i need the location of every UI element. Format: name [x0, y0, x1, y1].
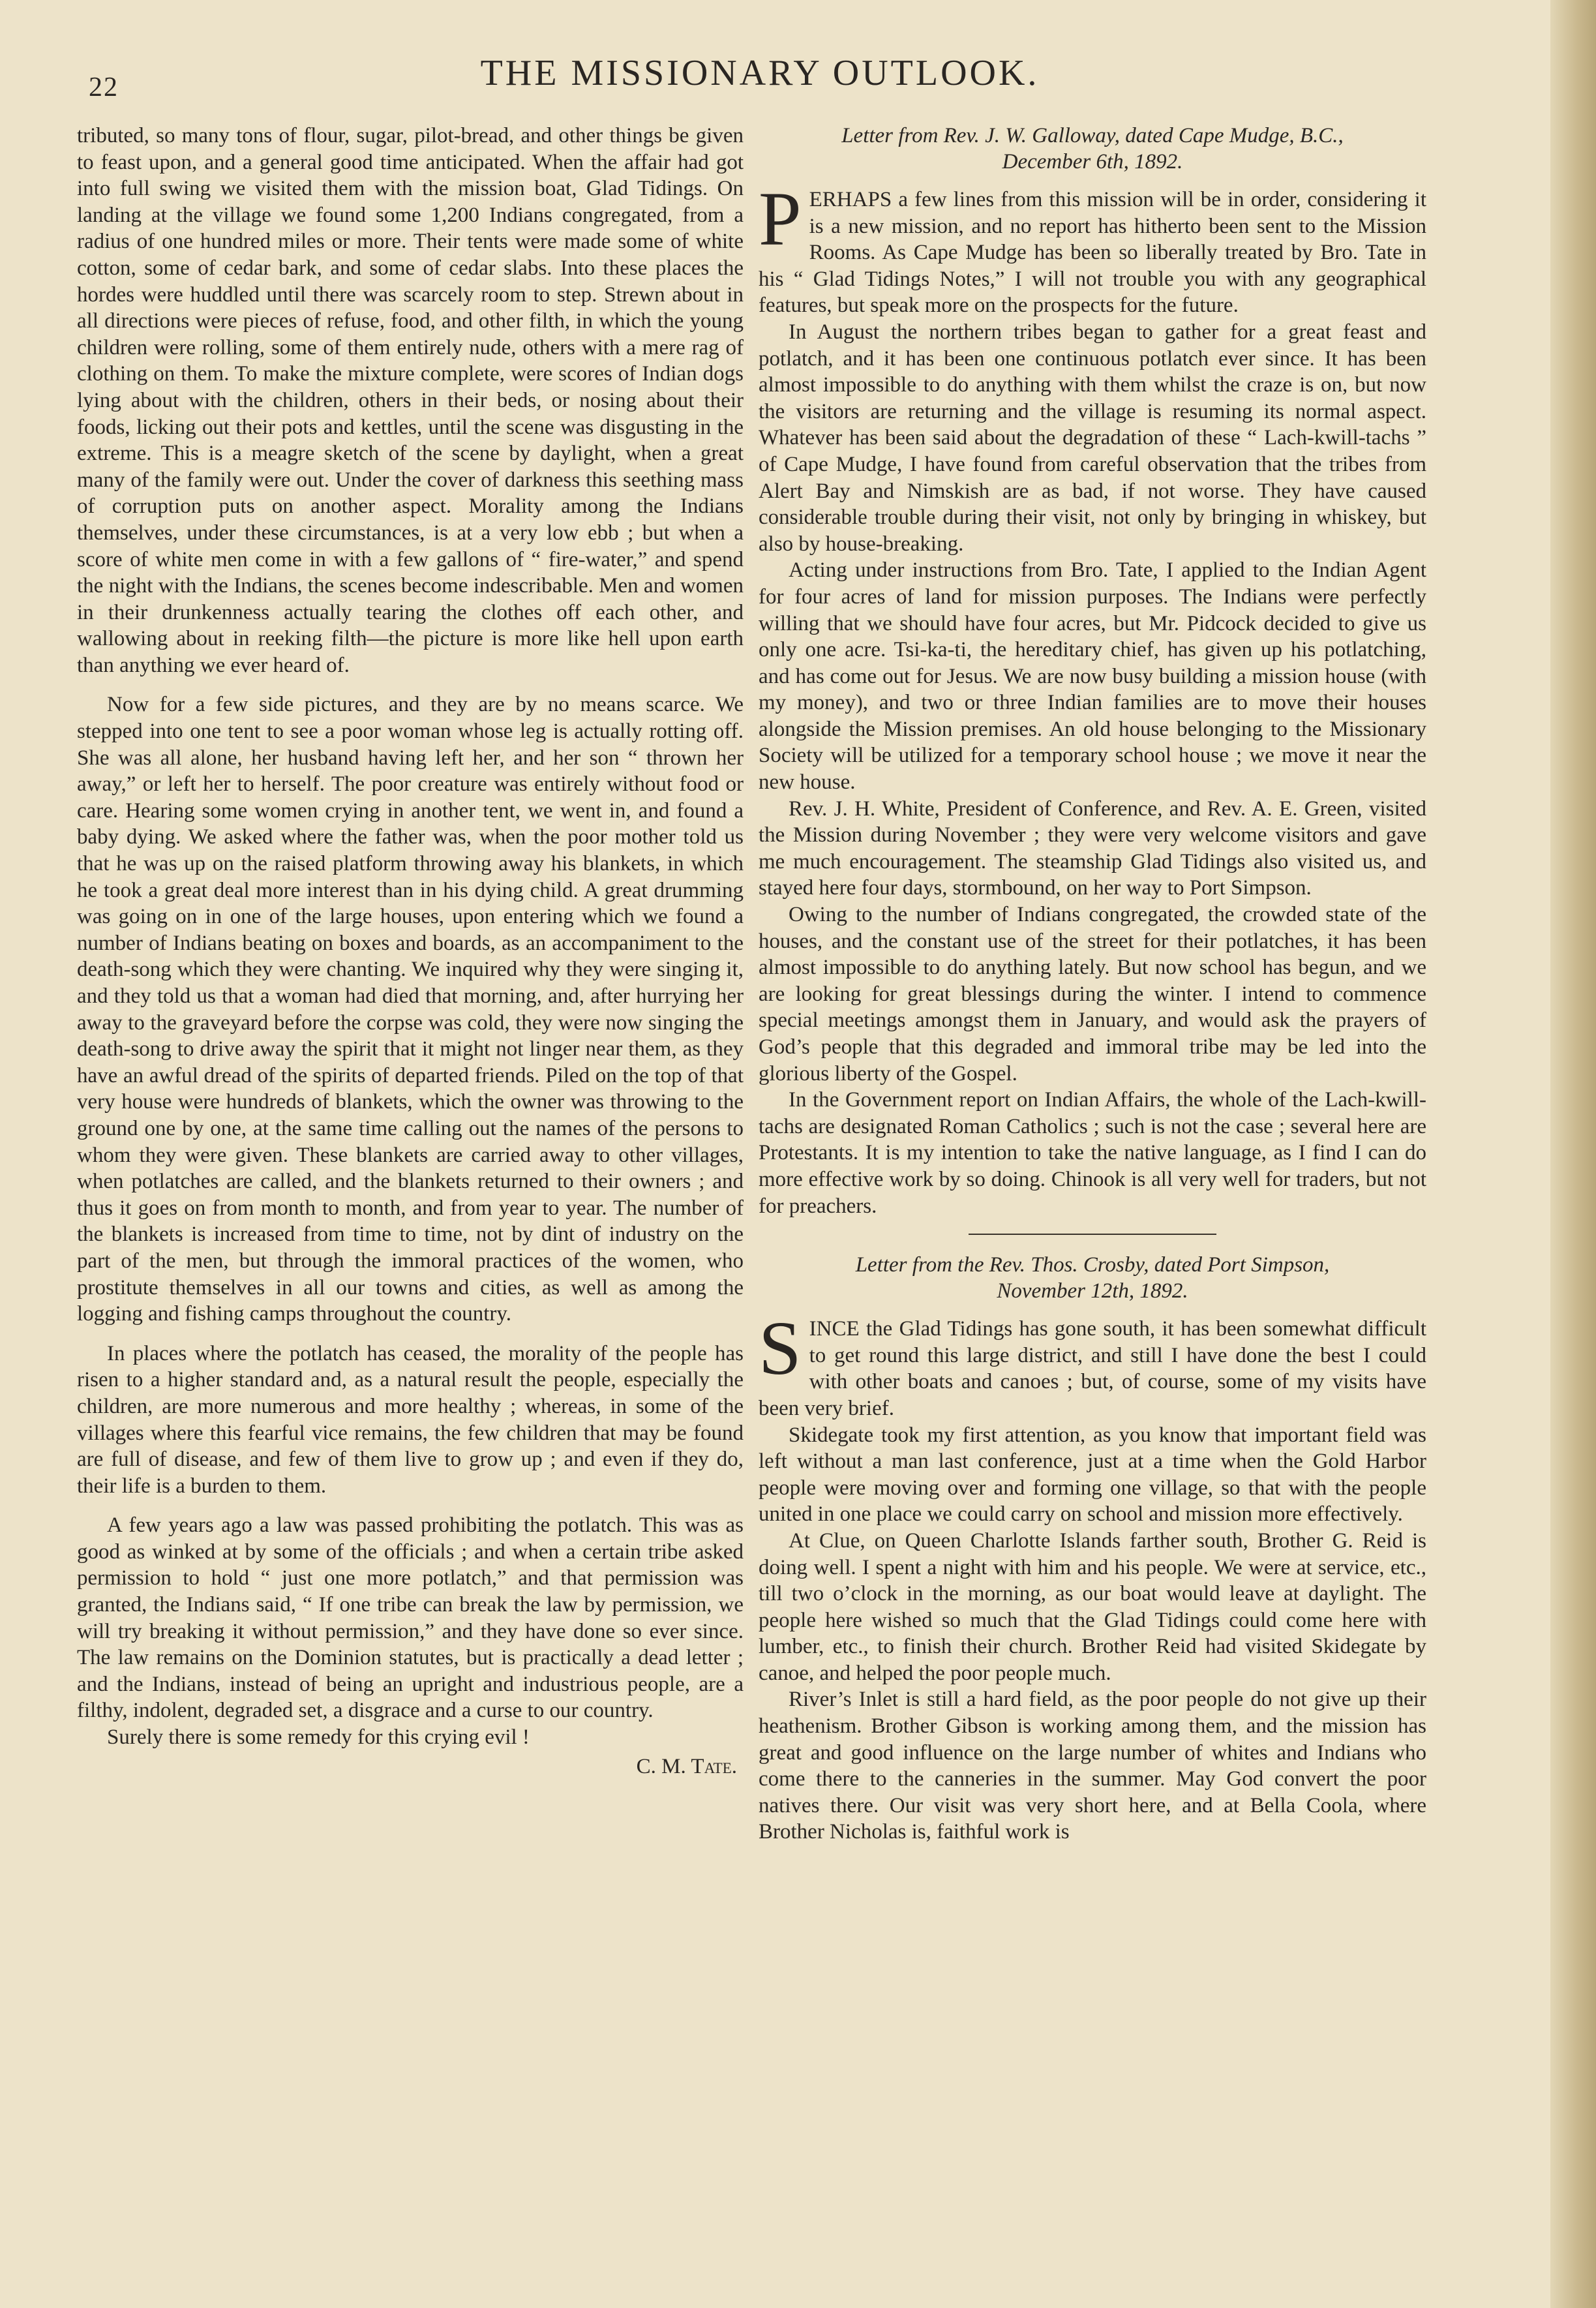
- page-number: 22: [89, 72, 119, 102]
- paragraph: River’s Inlet is still a hard field, as the poor people do not give up their heathenism. Brother Gibson is working among them, and the mission has great and good influence on the large number of whites and Indians who come there to the canneries in the summer. May God convert the poor natives there. Our visit was very short here, and at Bella Coola, where Brother Nicholas is, faithful work is: [759, 1688, 1426, 1844]
- signature: C. M. Tate.: [636, 1754, 737, 1778]
- letter-heading-line: Letter from Rev. J. W. Galloway, dated Cape Mudge, B.C.,: [841, 124, 1344, 147]
- paragraph: In August the northern tribes began to gather for a great feast and potlatch, and it has been one continuous potlatch ever since. It has been almost impossible to do anything with them whilst the craze is on, but now the visitors are returning and the village is resuming its normal aspect. Whatever has been said about the degradation of these “ Lach-kwill-tachs ” of Cape Mudge, I have found from careful observation that the tribes from Alert Bay and Nimskish are as bad, if not worse. They have caused considerable trouble during their visit, not only by bringing in whiskey, but also by house-breaking.: [759, 320, 1426, 556]
- letter-heading: [759, 123, 1426, 175]
- lead-text: ERHAPS a few lines from this mission will be in order, considering it is a new mission, and no report has hitherto been sent to the Mission Rooms. As Cape Mudge has been so liberally treated by Bro. Tate in his “ Glad Tidings Notes,” I will not trouble you with any geographical features, but speak more on the prospects for the future.: [759, 188, 1426, 318]
- letter-heading-line: Letter from the Rev. Thos. Crosby, dated Port Simpson,: [855, 1253, 1330, 1277]
- paragraph: Surely there is some remedy for this crying evil !: [107, 1725, 530, 1750]
- left-column: [77, 123, 744, 1780]
- section-divider: [969, 1234, 1216, 1235]
- running-title: THE MISSIONARY OUTLOOK.: [480, 53, 1040, 93]
- paragraph: Skidegate took my first attention, as you know that important field was left without a man last conference, just at a time when the Gold Harbor people were moving over and forming one village, so that with the people united in one place we could carry on school and mission more effectively.: [759, 1423, 1426, 1526]
- page-edge: [1550, 0, 1596, 2308]
- drop-cap: S: [759, 1305, 802, 1391]
- paragraph: Rev. J. H. White, President of Conference, and Rev. A. E. Green, visited the Mission during November ; they were very welcome visitors and gave me much encouragement. The steamship Glad Tidings also visited us, and stayed here four days, stormbound, on her way to Port Simpson.: [759, 797, 1426, 900]
- letter-date: December 6th, 1892.: [1002, 150, 1183, 174]
- paragraph: In places where the potlatch has ceased, the morality of the people has risen to a higher standard and, as a natural result the people, especially the children, are more numerous and more healthy ; whereas, in some of the villages where this fearful vice remains, the few children that may be found are full of disease, and few of them live to grow up ; and even if they do, their life is a burden to them.: [77, 1341, 744, 1498]
- letter-heading: [759, 1252, 1426, 1304]
- paragraph: At Clue, on Queen Charlotte Islands farther south, Brother G. Reid is doing well. I spent a night with him and his people. We were at service, etc., till two o’clock in the morning, as our boat would leave at daylight. The people here wished so much that the Glad Tidings could come here with lumber, etc., to finish their church. Brother Reid had visited Skidegate by canoe, and helped the poor people much.: [759, 1528, 1426, 1685]
- paragraph: In the Government report on Indian Affairs, the whole of the Lach-kwill-tachs are designated Roman Catholics ; such is not the case ; several here are Protestants. It is my intention to take the native language, as I find I can do more effective work by so doing. Chinook is all very well for traders, but not for preachers.: [759, 1088, 1426, 1218]
- paragraph: Now for a few side pictures, and they are by no means scarce. We stepped into one tent to see a poor woman whose leg is actually rotting off. She was all alone, her husband having left her, and her son “ thrown her away,” or left her to herself. The poor creature was entirely without food or care. Hearing some women crying in another tent, we went in, and found a baby dying. We asked where the father was, when the poor mother told us that he was up on the raised platform throwing away his blankets, in which he took a great deal more interest than in his dying child. A great drumming was going on in one of the large houses, upon entering which we found a number of Indians beating on boxes and boards, as an accompaniment to the death-song which they were chanting. We inquired why they were singing it, and they told us that a woman had died that morning, and, after hurrying her away to the graveyard before the corpse was cold, they were now singing the death-song to drive away the spirit that it might not linger near them, as they have an awful dread of the spirits of departed friends. Piled on the top of that very house were hundreds of blankets, which the owner was throwing to the ground one by one, at the same time calling out the names of the persons to whom they were given. These blankets are carried away to other villages, when potlatches are called, and the blankets returned to their owners ; and thus it goes on from month to month, and from year to year. The number of the blankets is increased from time to time, not by dint of industry on the part of the men, but through the immoral practices of the women, who prostitute themselves in all our towns and cities, as well as among the logging and fishing camps throughout the country.: [77, 693, 744, 1326]
- letter-date: November 12th, 1892.: [997, 1279, 1188, 1303]
- lead-text: INCE the Glad Tidings has gone south, it has been somewhat difficult to get round this large district, and still I have done the best I could with other boats and canoes ; but, of course, some of my visits have been very brief.: [759, 1317, 1426, 1420]
- lead-paragraph: [759, 1305, 1426, 1421]
- paragraph: A few years ago a law was passed prohibiting the potlatch. This was as good as winked at by some of the officials ; and when a certain tribe asked permission to hold “ just one more potlatch,” and that permission was granted, the Indians said, “ If one tribe can break the law by permission, we will try breaking it without permission,” and they have done so ever since. The law remains on the Dominion statutes, but is practically a dead letter ; and the Indians, instead of being an upright and industrious people, are a filthy, indolent, degraded set, a disgrace and a curse to our country.: [77, 1513, 744, 1723]
- page-header: [78, 52, 1441, 104]
- lead-paragraph: [759, 176, 1426, 319]
- right-column: [759, 123, 1426, 1845]
- drop-cap: P: [759, 176, 802, 262]
- paragraph: tributed, so many tons of flour, sugar, pilot-bread, and other things be given to feast upon, and a general good time anticipated. When the affair had got into full swing we visited them with the mission boat, Glad Tidings. On landing at the village we found some 1,200 Indians congregated, from a radius of one hundred miles or more. Their tents were made some of white cotton, some of cedar bark, and some of cedar slabs. Into these places the hordes were huddled until there was scarcely room to step. Strewn about in all directions were pieces of refuse, food, and other filth, in which the young children were rolling, some of them entirely nude, others with a mere rag of clothing on them. To make the mixture complete, were scores of Indian dogs lying about with the children, others in their beds, or nosing about their foods, licking out their pots and kettles, until the scene was disgusting in the extreme. This is a meagre sketch of the scene by daylight, when a great many of the family were out. Under the cover of darkness this seething mass of corruption puts on another aspect. Morality among the Indians themselves, under these circumstances, is at a very low ebb ; but when a score of white men come in with a few gallons of “ fire-water,” and spend the night with the Indians, the scenes become indescribable. Men and women in their drunkenness actually tearing the clothes off each other, and wallowing about in reeking filth—the picture is more like hell upon earth than anything we ever heard of.: [77, 124, 744, 677]
- paragraph: Owing to the number of Indians congregated, the crowded state of the houses, and the constant use of the street for their potlatches, it has been almost impossible to do anything lately. But now school has begun, and we are looking for great blessings during the winter. I intend to commence special meetings amongst them in January, and would ask the prayers of God’s people that this degraded and immoral tribe may be led into the glorious liberty of the Gospel.: [759, 903, 1426, 1086]
- paragraph: Acting under instructions from Bro. Tate, I applied to the Indian Agent for four acres of land for mission purposes. The Indians were perfectly willing that we should have four acres, but Mr. Pidcock decided to give us only one acre. Tsi-ka-ti, the hereditary chief, has given up his potlatching, and has come out for Jesus. We are now busy building a mission house (with my money), and two or three Indian families are to move their houses alongside the Mission premises. An old house belonging to the Missionary Society will be utilized for a temporary school house ; we move it near the new house.: [759, 558, 1426, 795]
